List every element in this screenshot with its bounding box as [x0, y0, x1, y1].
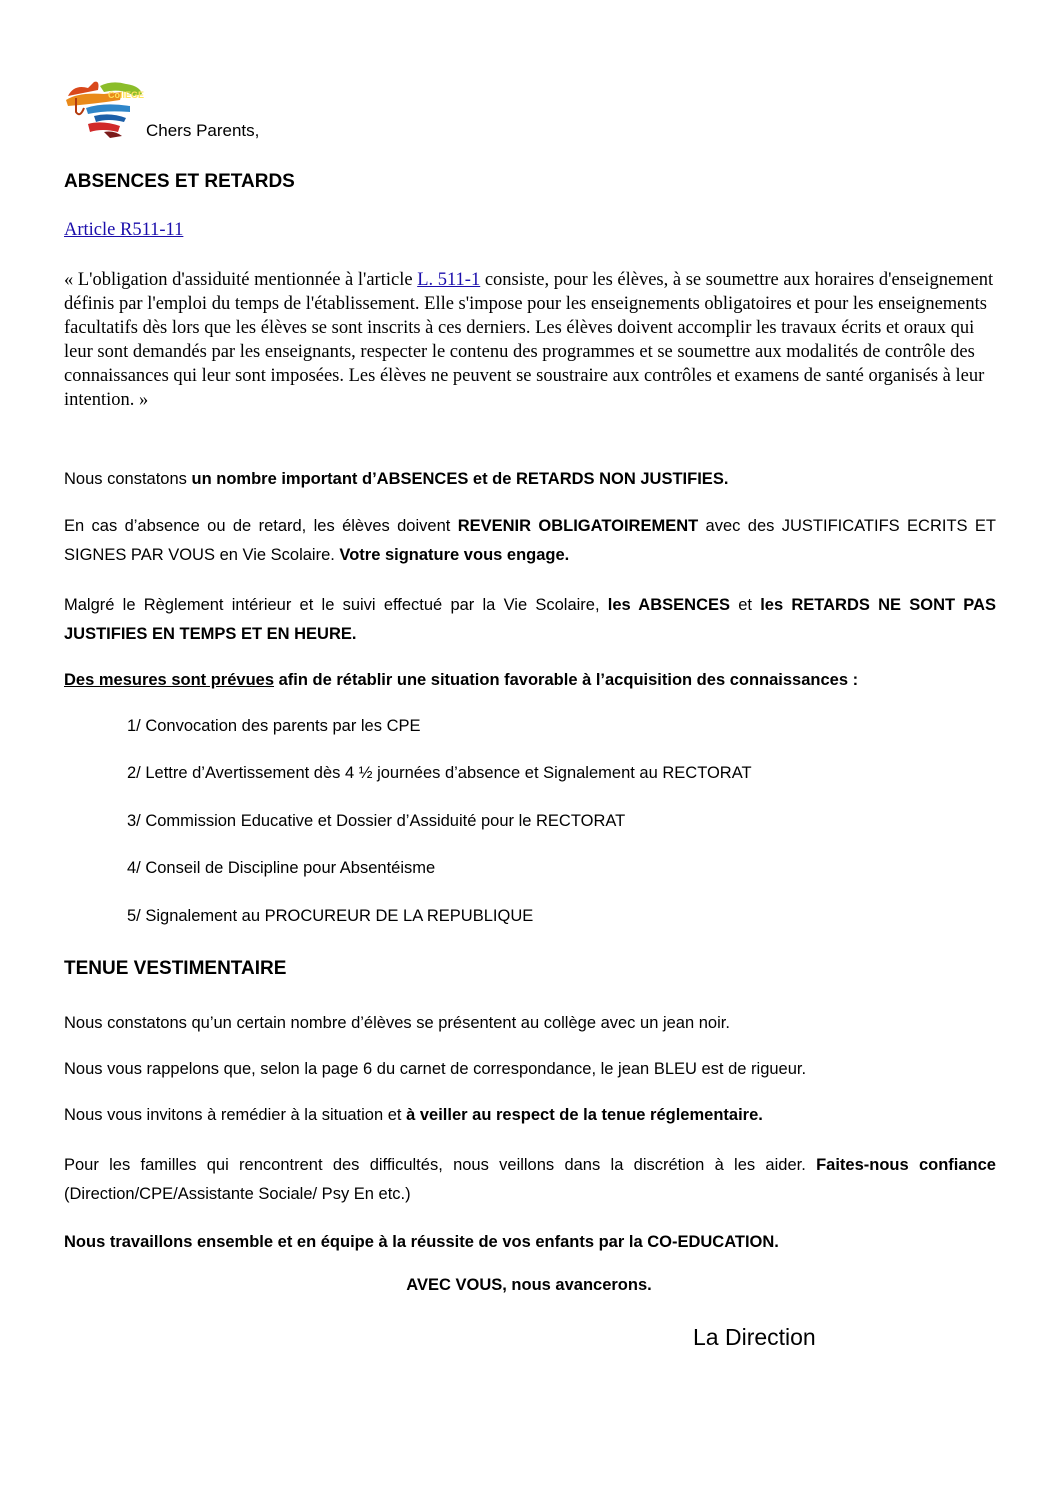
text-run: (Direction/CPE/Assistante Sociale/ Psy En etc.) [64, 1185, 411, 1203]
signature: La Direction [693, 1324, 816, 1350]
measure-item: 5/ Signalement au PROCUREUR DE LA REPUBLIQUE [127, 907, 534, 925]
text-run-underlined: Des mesures sont prévues [64, 671, 275, 689]
text-run: avec des JUSTIFICATIFS ECRITS ET SIGNES PAR VOUS en Vie Scolaire. [64, 517, 996, 564]
text-run-bold: les RETARDS NE SONT PAS JUSTIFIES EN TEMPS ET EN HEURE. [64, 596, 996, 643]
article-quote [64, 268, 1004, 412]
measure-item: 3/ Commission Educative et Dossier d’Assiduité pour le RECTORAT [127, 812, 626, 830]
closing-line: AVEC VOUS, nous avancerons. [406, 1276, 652, 1294]
quote-part-1: « L'obligation d'assiduité mentionnée à l'article [64, 270, 418, 290]
absences-paragraph-2 [64, 512, 996, 570]
text-run-bold: REVENIR OBLIGATOIREMENT [457, 517, 699, 535]
absences-paragraph-3 [64, 591, 996, 649]
text-run: En cas d’absence ou de retard, les élèves doivent [64, 517, 458, 535]
absences-paragraph-4 [64, 666, 996, 695]
text-run: Pour les familles qui rencontrent des difficultés, nous veillons dans la discrétion à les aider. [64, 1156, 817, 1174]
text-run: Malgré le Règlement intérieur et le suivi effectué par la Vie Scolaire, [64, 596, 608, 614]
absences-paragraph-1 [64, 465, 996, 494]
tenue-paragraph-1: Nous constatons qu’un certain nombre d’élèves se présentent au collège avec un jean noir. [64, 1014, 730, 1032]
tenue-paragraph-2: Nous vous rappelons que, selon la page 6 du carnet de correspondance, le jean BLEU est de rigueur. [64, 1060, 807, 1078]
text-run: afin de rétablir une situation favorable à l’acquisition des connaissances : [274, 671, 859, 689]
section-title-tenue: TENUE VESTIMENTAIRE [64, 958, 287, 979]
text-run-bold: Votre signature vous engage. [339, 546, 570, 564]
text-run-bold: les ABSENCES [607, 596, 730, 614]
measure-item: 4/ Conseil de Discipline pour Absentéisme [127, 859, 436, 877]
tenue-paragraph-4 [64, 1151, 996, 1209]
quote-part-2: consiste, pour les élèves, à se soumettre aux horaires d'enseignement définis par l'emploi du temps de l'établissement. Elle s'impose pour les enseignements obligatoires et pour les enseignements facultatifs dès lors que les élèves se sont inscrits à ces derniers. Les élèves doivent accomplir les travaux écrits et oraux qui leur sont demandés par les enseignants, respecter le contenu des programmes et se soumettre aux modalités de contrôle des connaissances qui leur sont imposées. Les élèves ne peuvent se soustraire aux contrôles et examens de santé organisés à leur intention. » [64, 270, 994, 410]
text-run-bold: un nombre important d’ABSENCES et de RETARDS NON JUSTIFIES. [191, 470, 729, 488]
measure-item: 2/ Lettre d’Avertissement dès 4 ½ journées d’absence et Signalement au RECTORAT [127, 764, 752, 782]
article-r511-11-link[interactable]: Article R511-11 [64, 220, 184, 240]
greeting: Chers Parents, [146, 121, 260, 140]
text-run: Nous constatons [64, 470, 192, 488]
section-title-absences: ABSENCES ET RETARDS [64, 171, 295, 192]
tenue-paragraph-5: Nous travaillons ensemble et en équipe à la réussite de vos enfants par la CO-EDUCATION. [64, 1233, 779, 1251]
logo-text: CollEGE [108, 90, 145, 100]
measure-item: 1/ Convocation des parents par les CPE [127, 717, 421, 735]
school-logo-icon [64, 78, 146, 140]
text-run: et [730, 596, 761, 614]
article-l511-1-link[interactable]: L. 511-1 [417, 270, 481, 290]
tenue-paragraph-3 [64, 1101, 996, 1130]
text-run-bold: à veiller au respect de la tenue réglementaire. [406, 1106, 763, 1124]
text-run-bold: Faites-nous confiance [816, 1156, 996, 1174]
text-run: Nous vous invitons à remédier à la situation et [64, 1106, 407, 1124]
